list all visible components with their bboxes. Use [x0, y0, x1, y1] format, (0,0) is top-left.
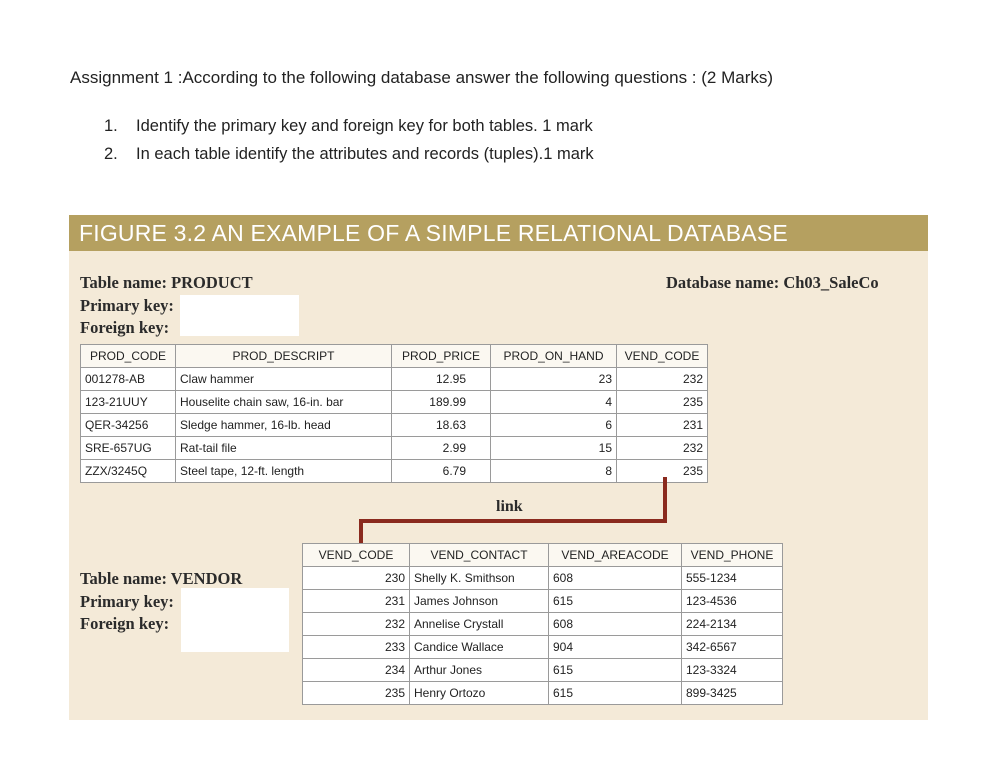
link-line-horizontal [359, 519, 667, 523]
question-text: In each table identify the attributes and records (tuples).1 mark [136, 145, 594, 163]
table-cell: 608 [549, 567, 682, 590]
table-cell: 232 [617, 437, 708, 460]
table-cell: 18.63 [392, 414, 491, 437]
column-header: PROD_DESCRIPT [176, 345, 392, 368]
column-header: VEND_CODE [617, 345, 708, 368]
vendor-table [302, 543, 783, 705]
question-item [104, 145, 594, 173]
table-row [303, 567, 783, 590]
table-cell: James Johnson [410, 590, 549, 613]
table-cell: 232 [617, 368, 708, 391]
product-table [80, 344, 708, 483]
vendor-key-answer-box[interactable] [181, 588, 289, 652]
product-header-row [81, 345, 708, 368]
column-header: VEND_CONTACT [410, 544, 549, 567]
table-cell: 232 [303, 613, 410, 636]
table-cell: 4 [491, 391, 617, 414]
table-cell: 001278-AB [81, 368, 176, 391]
product-primary-key-label: Primary key: [80, 296, 174, 315]
table-cell: 123-4536 [682, 590, 783, 613]
table-cell: 6.79 [392, 460, 491, 483]
table-cell: 555-1234 [682, 567, 783, 590]
question-item [104, 117, 594, 145]
table-cell: Candice Wallace [410, 636, 549, 659]
question-text: Identify the primary key and foreign key for both tables. 1 mark [136, 117, 593, 135]
table-cell: 6 [491, 414, 617, 437]
table-cell: 231 [617, 414, 708, 437]
assignment-title: Assignment 1 :According to the following database answer the following questions : (2 Marks) [70, 68, 774, 87]
table-cell: Annelise Crystall [410, 613, 549, 636]
figure-header [69, 215, 928, 251]
database-name: Database name: Ch03_SaleCo [666, 273, 879, 292]
link-label: link [496, 498, 523, 515]
table-row [81, 391, 708, 414]
table-cell: ZZX/3245Q [81, 460, 176, 483]
table-row [303, 613, 783, 636]
table-cell: 904 [549, 636, 682, 659]
column-header: PROD_PRICE [392, 345, 491, 368]
table-cell: 342-6567 [682, 636, 783, 659]
table-row [81, 414, 708, 437]
table-cell: Claw hammer [176, 368, 392, 391]
product-foreign-key-label: Foreign key: [80, 318, 170, 337]
table-row [81, 368, 708, 391]
table-cell: 23 [491, 368, 617, 391]
table-cell: Houselite chain saw, 16-in. bar [176, 391, 392, 414]
vendor-foreign-key-label: Foreign key: [80, 614, 170, 633]
table-cell: Arthur Jones [410, 659, 549, 682]
table-cell: Shelly K. Smithson [410, 567, 549, 590]
column-header: VEND_AREACODE [549, 544, 682, 567]
table-cell: 615 [549, 590, 682, 613]
table-cell: 230 [303, 567, 410, 590]
table-row [303, 659, 783, 682]
table-row [81, 437, 708, 460]
column-header: VEND_CODE [303, 544, 410, 567]
table-row [81, 460, 708, 483]
table-cell: 233 [303, 636, 410, 659]
table-cell: Steel tape, 12-ft. length [176, 460, 392, 483]
table-cell: 235 [303, 682, 410, 705]
table-cell: 12.95 [392, 368, 491, 391]
table-row [303, 682, 783, 705]
link-line-vertical-left [359, 519, 363, 543]
table-cell: 224-2134 [682, 613, 783, 636]
table-cell: 8 [491, 460, 617, 483]
table-cell: 2.99 [392, 437, 491, 460]
question-number: 2. [104, 145, 118, 163]
product-table-name: Table name: PRODUCT [80, 273, 253, 292]
table-cell: 615 [549, 682, 682, 705]
table-cell: 899-3425 [682, 682, 783, 705]
vendor-table-name: Table name: VENDOR [80, 569, 243, 588]
table-cell: Sledge hammer, 16-lb. head [176, 414, 392, 437]
column-header: PROD_ON_HAND [491, 345, 617, 368]
table-cell: Rat-tail file [176, 437, 392, 460]
table-cell: 231 [303, 590, 410, 613]
table-cell: Henry Ortozo [410, 682, 549, 705]
table-cell: 615 [549, 659, 682, 682]
table-cell: SRE-657UG [81, 437, 176, 460]
figure-title: FIGURE 3.2 AN EXAMPLE OF A SIMPLE RELATIONAL DATABASE [79, 220, 788, 246]
table-cell: 608 [549, 613, 682, 636]
table-cell: 235 [617, 460, 708, 483]
table-row [303, 636, 783, 659]
table-cell: 15 [491, 437, 617, 460]
question-list [104, 117, 594, 173]
table-row [303, 590, 783, 613]
table-cell: QER-34256 [81, 414, 176, 437]
column-header: VEND_PHONE [682, 544, 783, 567]
product-key-answer-box[interactable] [180, 295, 299, 336]
table-cell: 123-3324 [682, 659, 783, 682]
figure-panel [69, 215, 928, 720]
vendor-header-row [303, 544, 783, 567]
table-cell: 189.99 [392, 391, 491, 414]
vendor-primary-key-label: Primary key: [80, 592, 174, 611]
table-cell: 235 [617, 391, 708, 414]
link-line-vertical-right [663, 477, 667, 522]
question-number: 1. [104, 117, 118, 135]
column-header: PROD_CODE [81, 345, 176, 368]
table-cell: 123-21UUY [81, 391, 176, 414]
table-cell: 234 [303, 659, 410, 682]
